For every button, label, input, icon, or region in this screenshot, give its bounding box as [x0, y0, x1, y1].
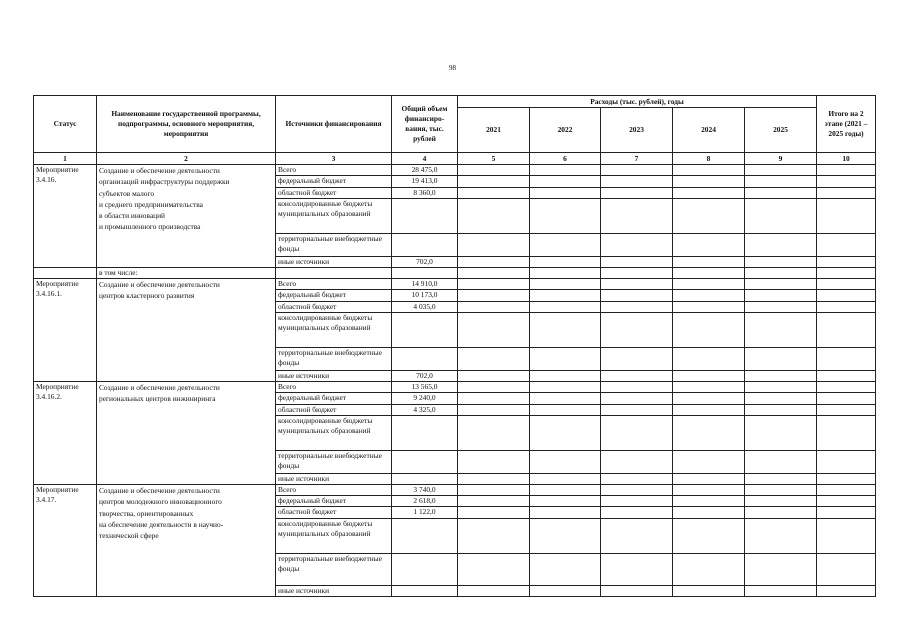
year-cell	[673, 451, 745, 474]
year-cell	[673, 199, 745, 234]
year-cell	[458, 507, 530, 519]
financing-table	[33, 95, 876, 597]
header-name: Наименование государственной программы, подпрограммы, основного мероприятия, мероприятия	[97, 96, 276, 153]
year-cell	[817, 188, 876, 199]
column-number: 8	[673, 153, 745, 165]
header-year: 2022	[530, 108, 601, 153]
year-cell	[601, 474, 673, 485]
year-cell	[745, 302, 817, 313]
year-cell	[817, 485, 876, 496]
header-year: 2021	[458, 108, 530, 153]
column-number: 9	[745, 153, 817, 165]
amount-cell: 28 475,0	[392, 165, 458, 176]
year-cell	[817, 496, 876, 507]
year-cell	[458, 290, 530, 302]
amount-cell	[392, 416, 458, 451]
year-cell	[745, 519, 817, 554]
year-cell	[530, 554, 601, 586]
year-cell	[458, 302, 530, 313]
amount-cell: 4 325,0	[392, 405, 458, 416]
year-cell	[745, 554, 817, 586]
empty-cell	[673, 268, 745, 279]
empty-cell	[458, 268, 530, 279]
year-cell	[458, 371, 530, 382]
year-cell	[745, 176, 817, 188]
amount-cell: 2 618,0	[392, 496, 458, 507]
amount-cell: 13 565,0	[392, 382, 458, 393]
header-expenses: Расходы (тыс. рублей), годы	[458, 96, 817, 108]
source-label: федеральный бюджет	[276, 393, 392, 405]
year-cell	[601, 176, 673, 188]
year-cell	[530, 234, 601, 257]
column-number: 5	[458, 153, 530, 165]
column-numbers-row	[34, 153, 876, 165]
measure-name: Создание и обеспечение деятельности центров молодежного инновационного творчества, ориентированных на обеспечение деятельности в научно- технической сфере	[97, 485, 276, 597]
empty-cell	[392, 268, 458, 279]
header-total: Общий объем финансиро-вания, тыс. рублей	[392, 96, 458, 153]
year-cell	[673, 554, 745, 586]
year-cell	[673, 371, 745, 382]
source-label: иные источники	[276, 257, 392, 268]
header-year: 2025	[745, 108, 817, 153]
amount-cell: 3 740,0	[392, 485, 458, 496]
year-cell	[601, 405, 673, 416]
year-cell	[601, 554, 673, 586]
year-cell	[458, 176, 530, 188]
year-cell	[745, 382, 817, 393]
year-cell	[530, 302, 601, 313]
year-cell	[673, 188, 745, 199]
year-cell	[530, 451, 601, 474]
amount-cell	[392, 451, 458, 474]
empty-cell	[530, 268, 601, 279]
year-cell	[745, 199, 817, 234]
amount-cell	[392, 586, 458, 597]
column-number: 7	[601, 153, 673, 165]
amount-cell	[392, 313, 458, 348]
year-cell	[601, 485, 673, 496]
header-status: Статус	[34, 96, 97, 153]
year-cell	[458, 393, 530, 405]
amount-cell: 14 910,0	[392, 279, 458, 290]
year-cell	[458, 451, 530, 474]
amount-cell	[392, 554, 458, 586]
year-cell	[673, 234, 745, 257]
year-cell	[673, 485, 745, 496]
year-cell	[817, 507, 876, 519]
measure-name: Создание и обеспечение деятельности центров кластерного развития	[97, 279, 276, 382]
year-cell	[817, 451, 876, 474]
year-cell	[530, 586, 601, 597]
year-cell	[530, 416, 601, 451]
year-cell	[530, 519, 601, 554]
year-cell	[745, 586, 817, 597]
including-row	[34, 268, 876, 279]
year-cell	[817, 165, 876, 176]
column-number: 2	[97, 153, 276, 165]
source-label: областной бюджет	[276, 302, 392, 313]
year-cell	[673, 586, 745, 597]
source-label: иные источники	[276, 371, 392, 382]
year-cell	[745, 234, 817, 257]
year-cell	[673, 257, 745, 268]
year-cell	[817, 371, 876, 382]
year-cell	[601, 165, 673, 176]
year-cell	[745, 371, 817, 382]
year-cell	[530, 382, 601, 393]
year-cell	[745, 507, 817, 519]
source-label: Всего	[276, 279, 392, 290]
year-cell	[673, 507, 745, 519]
header-year: 2024	[673, 108, 745, 153]
year-cell	[673, 290, 745, 302]
year-cell	[530, 371, 601, 382]
year-cell	[745, 348, 817, 371]
column-number: 10	[817, 153, 876, 165]
amount-cell: 10 173,0	[392, 290, 458, 302]
source-label: территориальные внебюджетные фонды	[276, 554, 392, 586]
year-cell	[530, 199, 601, 234]
source-label: территориальные внебюджетные фонды	[276, 234, 392, 257]
amount-cell	[392, 348, 458, 371]
year-cell	[530, 393, 601, 405]
year-cell	[601, 188, 673, 199]
column-number: 4	[392, 153, 458, 165]
year-cell	[601, 313, 673, 348]
empty-cell	[276, 268, 392, 279]
year-cell	[530, 165, 601, 176]
source-label: Всего	[276, 485, 392, 496]
amount-cell: 702,0	[392, 371, 458, 382]
source-label: территориальные внебюджетные фонды	[276, 348, 392, 371]
year-cell	[458, 586, 530, 597]
amount-cell: 8 360,0	[392, 188, 458, 199]
year-cell	[745, 290, 817, 302]
year-cell	[601, 507, 673, 519]
column-number: 6	[530, 153, 601, 165]
year-cell	[673, 393, 745, 405]
source-label: консолидированные бюджеты муниципальных образований	[276, 199, 392, 234]
year-cell	[673, 348, 745, 371]
year-cell	[745, 279, 817, 290]
source-label: федеральный бюджет	[276, 496, 392, 507]
year-cell	[673, 302, 745, 313]
amount-cell	[392, 199, 458, 234]
source-label: областной бюджет	[276, 188, 392, 199]
year-cell	[601, 257, 673, 268]
source-label: областной бюджет	[276, 507, 392, 519]
year-cell	[745, 165, 817, 176]
column-number: 3	[276, 153, 392, 165]
source-label: консолидированные бюджеты муниципальных образований	[276, 313, 392, 348]
year-cell	[817, 586, 876, 597]
year-cell	[817, 302, 876, 313]
empty-cell	[817, 268, 876, 279]
year-cell	[458, 474, 530, 485]
amount-cell: 9 240,0	[392, 393, 458, 405]
year-cell	[745, 496, 817, 507]
year-cell	[458, 234, 530, 257]
source-label: Всего	[276, 165, 392, 176]
year-cell	[745, 313, 817, 348]
year-cell	[601, 348, 673, 371]
year-cell	[817, 382, 876, 393]
year-cell	[601, 302, 673, 313]
year-cell	[601, 290, 673, 302]
year-cell	[673, 416, 745, 451]
empty-cell	[745, 268, 817, 279]
year-cell	[673, 474, 745, 485]
year-cell	[601, 519, 673, 554]
source-label: областной бюджет	[276, 405, 392, 416]
year-cell	[601, 371, 673, 382]
year-cell	[817, 234, 876, 257]
year-cell	[458, 199, 530, 234]
year-cell	[817, 176, 876, 188]
year-cell	[601, 199, 673, 234]
measure-status: Мероприятие 3.4.16.	[34, 165, 97, 268]
year-cell	[745, 257, 817, 268]
year-cell	[458, 257, 530, 268]
year-cell	[817, 348, 876, 371]
year-cell	[601, 451, 673, 474]
source-label: консолидированные бюджеты муниципальных образований	[276, 416, 392, 451]
year-cell	[745, 405, 817, 416]
amount-cell	[392, 519, 458, 554]
year-cell	[458, 554, 530, 586]
year-cell	[601, 586, 673, 597]
source-label: федеральный бюджет	[276, 176, 392, 188]
year-cell	[530, 405, 601, 416]
year-cell	[530, 313, 601, 348]
source-label: Всего	[276, 382, 392, 393]
table-row	[34, 165, 876, 176]
year-cell	[458, 485, 530, 496]
year-cell	[817, 405, 876, 416]
header-sources: Источники финансирования	[276, 96, 392, 153]
amount-cell: 4 035,0	[392, 302, 458, 313]
year-cell	[458, 519, 530, 554]
empty-cell	[601, 268, 673, 279]
year-cell	[601, 279, 673, 290]
source-label: федеральный бюджет	[276, 290, 392, 302]
year-cell	[745, 451, 817, 474]
year-cell	[817, 474, 876, 485]
table-row	[34, 485, 876, 496]
year-cell	[458, 405, 530, 416]
year-cell	[817, 257, 876, 268]
year-cell	[745, 393, 817, 405]
year-cell	[458, 348, 530, 371]
measure-status: Мероприятие 3.4.16.2.	[34, 382, 97, 485]
source-label: консолидированные бюджеты муниципальных образований	[276, 519, 392, 554]
measure-name: Создание и обеспечение деятельности организаций инфраструктуры поддержки субъектов малого и среднего предпринимательства в области инноваций и промышленного производства	[97, 165, 276, 268]
source-label: иные источники	[276, 586, 392, 597]
empty-cell	[34, 268, 97, 279]
amount-cell	[392, 474, 458, 485]
source-label: иные источники	[276, 474, 392, 485]
year-cell	[817, 519, 876, 554]
column-number: 1	[34, 153, 97, 165]
amount-cell: 1 122,0	[392, 507, 458, 519]
header-year: 2023	[601, 108, 673, 153]
year-cell	[530, 188, 601, 199]
year-cell	[530, 348, 601, 371]
table-row	[34, 382, 876, 393]
measure-status: Мероприятие 3.4.16.1.	[34, 279, 97, 382]
table-row	[34, 279, 876, 290]
year-cell	[817, 290, 876, 302]
amount-cell: 702,0	[392, 257, 458, 268]
year-cell	[817, 554, 876, 586]
year-cell	[530, 279, 601, 290]
year-cell	[817, 416, 876, 451]
year-cell	[673, 496, 745, 507]
year-cell	[817, 279, 876, 290]
amount-cell	[392, 234, 458, 257]
year-cell	[458, 165, 530, 176]
year-cell	[745, 416, 817, 451]
year-cell	[745, 188, 817, 199]
year-cell	[817, 393, 876, 405]
year-cell	[530, 507, 601, 519]
year-cell	[530, 257, 601, 268]
including-label: в том числе:	[97, 268, 276, 279]
year-cell	[530, 485, 601, 496]
year-cell	[601, 234, 673, 257]
year-cell	[817, 199, 876, 234]
measure-status: Мероприятие 3.4.17.	[34, 485, 97, 597]
year-cell	[458, 382, 530, 393]
year-cell	[673, 382, 745, 393]
year-cell	[530, 496, 601, 507]
measure-name: Создание и обеспечение деятельности региональных центров инжиниринга	[97, 382, 276, 485]
year-cell	[673, 176, 745, 188]
year-cell	[530, 290, 601, 302]
header-stage-total: Итого на 2 этапе (2021 – 2025 годы)	[817, 96, 876, 153]
year-cell	[673, 165, 745, 176]
amount-cell: 19 413,0	[392, 176, 458, 188]
year-cell	[601, 382, 673, 393]
year-cell	[601, 416, 673, 451]
year-cell	[458, 313, 530, 348]
page-number: 98	[449, 64, 456, 72]
year-cell	[673, 279, 745, 290]
year-cell	[458, 416, 530, 451]
year-cell	[673, 405, 745, 416]
year-cell	[745, 474, 817, 485]
year-cell	[530, 474, 601, 485]
year-cell	[601, 393, 673, 405]
source-label: территориальные внебюджетные фонды	[276, 451, 392, 474]
year-cell	[673, 313, 745, 348]
year-cell	[458, 279, 530, 290]
year-cell	[458, 188, 530, 199]
year-cell	[458, 496, 530, 507]
year-cell	[601, 496, 673, 507]
year-cell	[673, 519, 745, 554]
year-cell	[817, 313, 876, 348]
year-cell	[530, 176, 601, 188]
year-cell	[745, 485, 817, 496]
